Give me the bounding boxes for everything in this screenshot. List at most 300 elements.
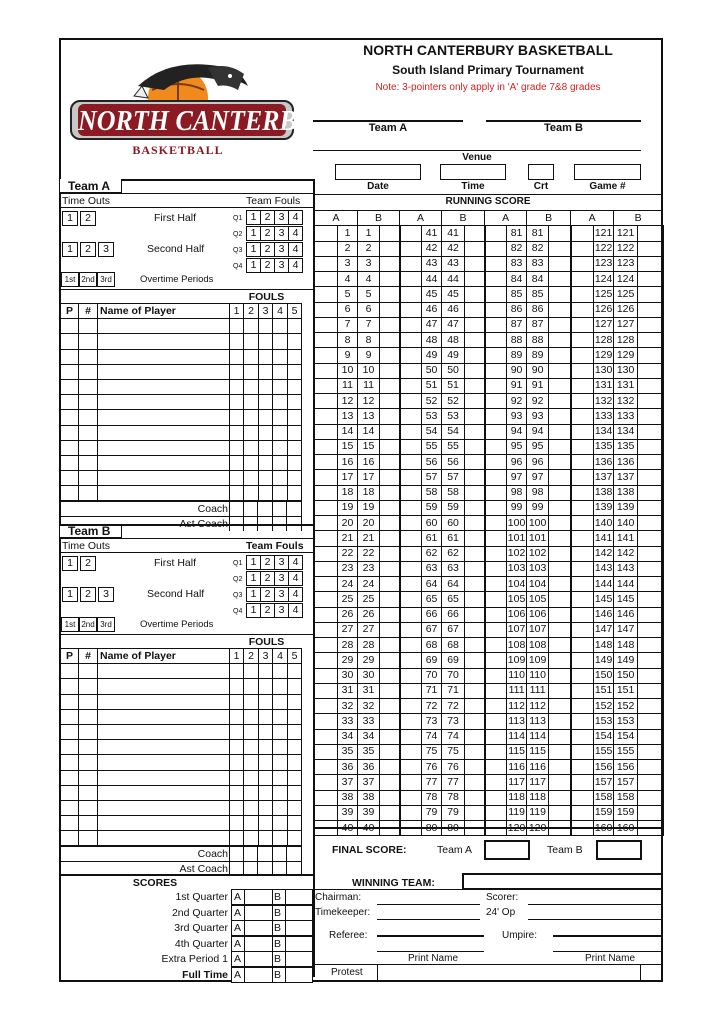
player-cell[interactable] [273,334,288,349]
score-number-a[interactable]: 13 [338,409,358,424]
player-cell[interactable] [61,724,79,739]
player-cell[interactable] [259,694,273,709]
player-cell[interactable] [230,785,244,800]
score-mark-a[interactable] [400,561,422,576]
player-cell[interactable] [244,379,259,394]
score-mark-a[interactable] [571,348,594,363]
score-mark-a[interactable] [571,394,594,409]
score-mark-a[interactable] [485,455,507,470]
score-number-a[interactable]: 58 [422,485,442,500]
score-number-a[interactable]: 94 [507,424,527,439]
score-number-a[interactable]: 121 [594,226,614,241]
player-cell[interactable] [273,379,288,394]
score-mark-a[interactable] [571,775,594,790]
score-mark-b[interactable] [380,744,400,759]
player-cell[interactable] [61,740,79,755]
player-cell[interactable] [230,334,244,349]
team-foul-box[interactable]: 4 [288,210,303,225]
score-mark-a[interactable] [315,256,338,271]
score-number-a[interactable]: 108 [507,638,527,653]
score-number-a[interactable]: 23 [338,561,358,576]
score-mark-a[interactable] [400,226,422,241]
score-mark-a[interactable] [400,775,422,790]
score-mark-b[interactable] [380,653,400,668]
team-foul-box[interactable]: 3 [274,210,289,225]
player-cell[interactable] [273,770,288,785]
score-number-b[interactable]: 138 [614,485,638,500]
score-mark-b[interactable] [549,516,571,531]
score-mark-b[interactable] [638,256,663,271]
score-mark-a[interactable] [400,317,422,332]
score-mark-a[interactable] [315,516,338,531]
score-mark-a[interactable] [315,348,338,363]
score-mark-a[interactable] [400,760,422,775]
score-mark-b[interactable] [465,333,485,348]
player-cell[interactable] [230,694,244,709]
player-cell[interactable] [61,694,79,709]
score-mark-a[interactable] [400,348,422,363]
score-mark-a[interactable] [485,516,507,531]
player-cell[interactable] [79,364,98,379]
score-number-b[interactable]: 154 [614,729,638,744]
score-number-b[interactable]: 79 [442,805,465,820]
player-cell[interactable] [244,724,259,739]
player-cell[interactable] [244,364,259,379]
score-mark-b[interactable] [549,333,571,348]
score-number-b[interactable]: 123 [614,256,638,271]
score-number-b[interactable]: 38 [358,790,380,805]
player-cell[interactable] [98,486,230,501]
score-number-a[interactable]: 60 [422,516,442,531]
player-cell[interactable] [61,709,79,724]
player-cell[interactable] [61,349,79,364]
score-mark-a[interactable] [315,577,338,592]
score-mark-b[interactable] [549,409,571,424]
score-number-b[interactable]: 80 [442,821,465,836]
player-cell[interactable] [259,379,273,394]
player-cell[interactable] [230,379,244,394]
score-number-b[interactable]: 52 [442,394,465,409]
score-number-b[interactable]: 21 [358,531,380,546]
player-cell[interactable] [98,831,230,846]
score-mark-b[interactable] [380,378,400,393]
score-number-a[interactable]: 65 [422,592,442,607]
score-number-a[interactable]: 109 [507,653,527,668]
player-cell[interactable] [98,471,230,486]
time-out-box[interactable]: 2 [80,556,96,571]
score-mark-a[interactable] [315,226,338,241]
score-mark-b[interactable] [638,241,663,256]
score-mark-b[interactable] [638,622,663,637]
player-cell[interactable] [288,471,302,486]
score-mark-a[interactable] [485,668,507,683]
score-number-a[interactable]: 11 [338,378,358,393]
score-mark-a[interactable] [485,638,507,653]
score-number-a[interactable]: 156 [594,760,614,775]
score-mark-a[interactable] [315,790,338,805]
score-mark-a[interactable] [400,485,422,500]
player-cell[interactable] [98,379,230,394]
score-mark-b[interactable] [638,409,663,424]
score-mark-b[interactable] [638,683,663,698]
score-number-a[interactable]: 3 [338,256,358,271]
score-mark-b[interactable] [638,485,663,500]
score-number-b[interactable]: 11 [358,378,380,393]
score-number-b[interactable]: 107 [527,622,549,637]
player-cell[interactable] [288,379,302,394]
player-cell[interactable] [98,816,230,831]
score-mark-b[interactable] [549,226,571,241]
player-cell[interactable] [79,709,98,724]
score-mark-a[interactable] [315,363,338,378]
score-mark-a[interactable] [400,439,422,454]
score-mark-b[interactable] [465,256,485,271]
score-number-b[interactable]: 48 [442,333,465,348]
team-foul-box[interactable]: 1 [246,226,261,241]
player-cell[interactable] [259,770,273,785]
score-mark-a[interactable] [400,500,422,515]
score-number-a[interactable]: 88 [507,333,527,348]
player-cell[interactable] [98,364,230,379]
score-number-a[interactable]: 153 [594,714,614,729]
time-out-box[interactable]: 2 [80,242,96,257]
score-mark-a[interactable] [485,607,507,622]
player-cell[interactable] [288,334,302,349]
score-mark-a[interactable] [485,317,507,332]
score-number-b[interactable]: 26 [358,607,380,622]
player-cell[interactable] [244,395,259,410]
player-cell[interactable] [230,425,244,440]
score-number-b[interactable]: 33 [358,714,380,729]
score-number-b[interactable]: 103 [527,561,549,576]
score-number-b[interactable]: 82 [527,241,549,256]
score-number-b[interactable]: 158 [614,790,638,805]
score-mark-a[interactable] [315,714,338,729]
score-mark-a[interactable] [315,378,338,393]
score-number-b[interactable]: 10 [358,363,380,378]
player-cell[interactable] [273,349,288,364]
score-mark-b[interactable] [380,561,400,576]
score-mark-b[interactable] [638,439,663,454]
score-mark-b[interactable] [465,668,485,683]
score-mark-b[interactable] [465,744,485,759]
team-foul-box[interactable]: 4 [288,226,303,241]
player-cell[interactable] [79,471,98,486]
score-number-b[interactable]: 157 [614,775,638,790]
score-number-a[interactable]: 119 [507,805,527,820]
player-cell[interactable] [273,664,288,679]
player-cell[interactable] [288,831,302,846]
player-cell[interactable] [288,679,302,694]
score-number-b[interactable]: 65 [442,592,465,607]
score-mark-a[interactable] [400,683,422,698]
score-mark-a[interactable] [485,775,507,790]
player-cell[interactable] [230,364,244,379]
player-cell[interactable] [259,425,273,440]
score-number-b[interactable]: 20 [358,516,380,531]
score-number-b[interactable]: 70 [442,668,465,683]
score-mark-a[interactable] [485,653,507,668]
player-cell[interactable] [61,486,79,501]
player-cell[interactable] [98,800,230,815]
score-mark-b[interactable] [465,241,485,256]
score-number-a[interactable]: 147 [594,622,614,637]
player-cell[interactable] [79,410,98,425]
team-foul-box[interactable]: 3 [274,603,289,618]
score-mark-b[interactable] [380,760,400,775]
score-number-b[interactable]: 108 [527,638,549,653]
score-mark-b[interactable] [380,546,400,561]
score-mark-a[interactable] [315,805,338,820]
score-number-b[interactable]: 100 [527,516,549,531]
team-foul-box[interactable]: 3 [274,242,289,257]
score-mark-a[interactable] [400,577,422,592]
player-cell[interactable] [259,395,273,410]
score-mark-a[interactable] [485,699,507,714]
score-mark-b[interactable] [465,409,485,424]
score-number-a[interactable]: 138 [594,485,614,500]
score-number-a[interactable]: 139 [594,500,614,515]
score-number-a[interactable]: 14 [338,424,358,439]
score-number-a[interactable]: 154 [594,729,614,744]
player-cell[interactable] [79,785,98,800]
score-number-a[interactable]: 159 [594,805,614,820]
score-mark-b[interactable] [549,256,571,271]
score-mark-b[interactable] [638,363,663,378]
player-cell[interactable] [273,410,288,425]
score-mark-b[interactable] [638,653,663,668]
score-mark-b[interactable] [380,302,400,317]
player-cell[interactable] [288,319,302,334]
score-mark-b[interactable] [380,516,400,531]
score-mark-a[interactable] [571,744,594,759]
score-number-a[interactable]: 95 [507,439,527,454]
player-cell[interactable] [273,831,288,846]
score-mark-b[interactable] [549,500,571,515]
player-cell[interactable] [98,785,230,800]
score-mark-a[interactable] [485,592,507,607]
player-cell[interactable] [273,724,288,739]
score-mark-a[interactable] [485,333,507,348]
score-mark-a[interactable] [315,668,338,683]
score-number-a[interactable]: 155 [594,744,614,759]
score-number-a[interactable]: 118 [507,790,527,805]
score-number-a[interactable]: 79 [422,805,442,820]
score-mark-a[interactable] [315,699,338,714]
score-mark-b[interactable] [638,287,663,302]
score-mark-b[interactable] [465,424,485,439]
score-number-b[interactable]: 114 [527,729,549,744]
score-number-b[interactable]: 12 [358,394,380,409]
score-number-b[interactable]: 143 [614,561,638,576]
score-number-b[interactable]: 109 [527,653,549,668]
overtime-box[interactable]: 2nd [79,617,97,632]
player-cell[interactable] [61,785,79,800]
score-number-a[interactable]: 38 [338,790,358,805]
player-cell[interactable] [79,816,98,831]
score-number-b[interactable]: 135 [614,439,638,454]
player-cell[interactable] [288,755,302,770]
score-mark-b[interactable] [549,317,571,332]
score-number-a[interactable]: 136 [594,455,614,470]
score-mark-a[interactable] [571,363,594,378]
player-cell[interactable] [79,379,98,394]
score-mark-a[interactable] [315,455,338,470]
score-number-a[interactable]: 135 [594,439,614,454]
score-mark-a[interactable] [315,775,338,790]
score-mark-b[interactable] [638,607,663,622]
score-mark-b[interactable] [638,805,663,820]
team-foul-box[interactable]: 2 [260,571,275,586]
score-mark-b[interactable] [465,455,485,470]
score-number-b[interactable]: 29 [358,653,380,668]
score-number-a[interactable]: 72 [422,699,442,714]
score-number-b[interactable]: 116 [527,760,549,775]
score-number-a[interactable]: 149 [594,653,614,668]
score-mark-b[interactable] [638,516,663,531]
score-number-b[interactable]: 24 [358,577,380,592]
time-out-box[interactable]: 2 [80,211,96,226]
score-mark-b[interactable] [465,272,485,287]
score-number-a[interactable]: 59 [422,500,442,515]
player-cell[interactable] [244,349,259,364]
score-number-a[interactable]: 158 [594,790,614,805]
score-mark-a[interactable] [315,500,338,515]
score-number-a[interactable]: 17 [338,470,358,485]
player-cell[interactable] [79,694,98,709]
score-number-a[interactable]: 40 [338,821,358,836]
score-number-b[interactable]: 37 [358,775,380,790]
score-number-a[interactable]: 103 [507,561,527,576]
score-mark-a[interactable] [571,455,594,470]
player-cell[interactable] [98,319,230,334]
score-mark-a[interactable] [315,744,338,759]
team-foul-box[interactable]: 2 [260,555,275,570]
score-mark-a[interactable] [485,424,507,439]
player-cell[interactable] [273,440,288,455]
player-cell[interactable] [244,471,259,486]
score-number-a[interactable]: 18 [338,485,358,500]
score-mark-a[interactable] [571,439,594,454]
team-foul-box[interactable]: 3 [274,226,289,241]
score-mark-b[interactable] [465,577,485,592]
score-mark-b[interactable] [380,577,400,592]
player-cell[interactable] [79,800,98,815]
player-cell[interactable] [79,664,98,679]
player-cell[interactable] [61,395,79,410]
player-cell[interactable] [273,755,288,770]
score-number-b[interactable]: 152 [614,699,638,714]
score-mark-a[interactable] [485,439,507,454]
player-cell[interactable] [259,816,273,831]
score-mark-a[interactable] [315,272,338,287]
player-cell[interactable] [288,664,302,679]
score-mark-a[interactable] [400,333,422,348]
score-mark-b[interactable] [380,714,400,729]
player-cell[interactable] [79,679,98,694]
overtime-box[interactable]: 3rd [97,272,115,287]
player-cell[interactable] [230,755,244,770]
score-number-a[interactable]: 35 [338,744,358,759]
score-number-a[interactable]: 24 [338,577,358,592]
score-number-b[interactable]: 99 [527,500,549,515]
score-mark-b[interactable] [380,333,400,348]
player-cell[interactable] [98,440,230,455]
score-mark-a[interactable] [485,287,507,302]
score-number-a[interactable]: 93 [507,409,527,424]
score-mark-b[interactable] [465,790,485,805]
score-mark-a[interactable] [485,226,507,241]
score-mark-a[interactable] [485,622,507,637]
team-foul-box[interactable]: 3 [274,258,289,273]
score-mark-b[interactable] [465,699,485,714]
score-mark-b[interactable] [380,272,400,287]
score-number-a[interactable]: 104 [507,577,527,592]
score-number-b[interactable]: 90 [527,363,549,378]
score-number-a[interactable]: 89 [507,348,527,363]
score-number-b[interactable]: 145 [614,592,638,607]
score-number-a[interactable]: 1 [338,226,358,241]
score-number-a[interactable]: 124 [594,272,614,287]
score-mark-b[interactable] [638,455,663,470]
player-cell[interactable] [259,755,273,770]
score-mark-a[interactable] [400,378,422,393]
score-number-b[interactable]: 140 [614,516,638,531]
player-cell[interactable] [98,664,230,679]
score-number-b[interactable]: 91 [527,378,549,393]
score-mark-b[interactable] [465,516,485,531]
score-number-b[interactable]: 9 [358,348,380,363]
score-number-a[interactable]: 78 [422,790,442,805]
score-mark-a[interactable] [315,729,338,744]
score-number-b[interactable]: 45 [442,287,465,302]
score-mark-b[interactable] [465,653,485,668]
score-mark-b[interactable] [380,775,400,790]
score-number-a[interactable]: 8 [338,333,358,348]
score-mark-a[interactable] [571,714,594,729]
score-mark-b[interactable] [465,805,485,820]
score-number-b[interactable]: 43 [442,256,465,271]
team-foul-box[interactable]: 3 [274,571,289,586]
score-number-b[interactable]: 64 [442,577,465,592]
player-cell[interactable] [288,816,302,831]
score-number-a[interactable]: 42 [422,241,442,256]
score-number-b[interactable]: 77 [442,775,465,790]
player-cell[interactable] [244,486,259,501]
score-number-a[interactable]: 107 [507,622,527,637]
score-mark-b[interactable] [638,348,663,363]
score-number-a[interactable]: 150 [594,668,614,683]
player-cell[interactable] [259,486,273,501]
player-cell[interactable] [79,486,98,501]
score-number-b[interactable]: 35 [358,744,380,759]
player-cell[interactable] [273,800,288,815]
score-mark-b[interactable] [549,668,571,683]
overtime-box[interactable]: 1st [61,617,79,632]
player-cell[interactable] [244,425,259,440]
player-cell[interactable] [259,709,273,724]
score-number-a[interactable]: 110 [507,668,527,683]
score-number-b[interactable]: 58 [442,485,465,500]
score-number-a[interactable]: 140 [594,516,614,531]
player-cell[interactable] [273,694,288,709]
player-cell[interactable] [259,410,273,425]
score-mark-b[interactable] [549,592,571,607]
score-number-b[interactable]: 22 [358,546,380,561]
score-mark-a[interactable] [400,668,422,683]
score-mark-b[interactable] [549,439,571,454]
score-mark-b[interactable] [549,287,571,302]
